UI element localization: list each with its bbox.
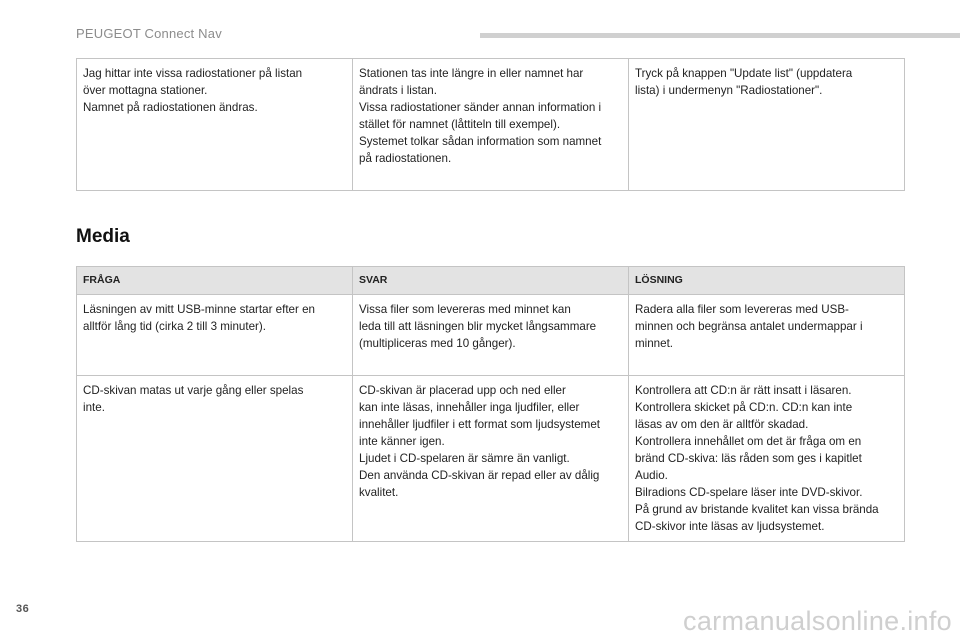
table-header-row — [77, 267, 905, 295]
table-row — [77, 376, 905, 542]
header-bar — [480, 33, 960, 38]
table-row — [77, 295, 905, 376]
page-number: 36 — [16, 603, 30, 615]
running-header: PEUGEOT Connect Nav — [76, 26, 222, 41]
media-troubleshooting-table — [76, 266, 905, 542]
radio-troubleshooting-table — [76, 58, 905, 191]
question-cell: Läsningen av mitt USB-minne startar efter en alltför lång tid (cirka 2 till 3 minuter). — [77, 295, 353, 376]
cause-cell: Stationen tas inte längre in eller namnet har ändrats i listan. Vissa radiostationer sänder annan information i stället för namnet (låttiteln till exempel). Systemet tolkar sådan information som namnet på radiostationen. — [353, 59, 629, 191]
watermark: carmanualsonline.info — [683, 606, 952, 636]
table-row — [77, 59, 905, 191]
column-header-question: FRÅGA — [77, 267, 353, 295]
question-cell: CD-skivan matas ut varje gång eller spelas inte. — [77, 376, 353, 542]
solution-cell: Kontrollera att CD:n är rätt insatt i läsaren. Kontrollera skicket på CD:n. CD:n kan inte läsas av om den är alltför skadad. Kontrollera innehållet om det är fråga om en bränd CD-skiva: läs råden som ges i kapitlet Audio. Bilradions CD-spelare läser inte DVD-skivor. På grund av bristande kvalitet kan vissa brända CD-skivor inte läsas av ljudsystemet. — [629, 376, 905, 542]
cause-cell: Vissa filer som levereras med minnet kan leda till att läsningen blir mycket långsammare (multipliceras med 10 gånger). — [353, 295, 629, 376]
question-cell: Jag hittar inte vissa radiostationer på listan över mottagna stationer. Namnet på radiostationen ändras. — [77, 59, 353, 191]
solution-cell: Radera alla filer som levereras med USB- minnen och begränsa antalet undermappar i minnet. — [629, 295, 905, 376]
cause-cell: CD-skivan är placerad upp och ned eller kan inte läsas, innehåller inga ljudfiler, eller innehåller ljudfiler i ett format som ljudsystemet inte känner igen. Ljudet i CD-spelaren är sämre än vanligt. Den använda CD-skivan är repad eller av dålig kvalitet. — [353, 376, 629, 542]
column-header-answer: SVAR — [353, 267, 629, 295]
solution-cell: Tryck på knappen "Update list" (uppdatera lista) i undermenyn "Radiostationer". — [629, 59, 905, 191]
section-title-media: Media — [76, 226, 130, 247]
column-header-solution: LÖSNING — [629, 267, 905, 295]
